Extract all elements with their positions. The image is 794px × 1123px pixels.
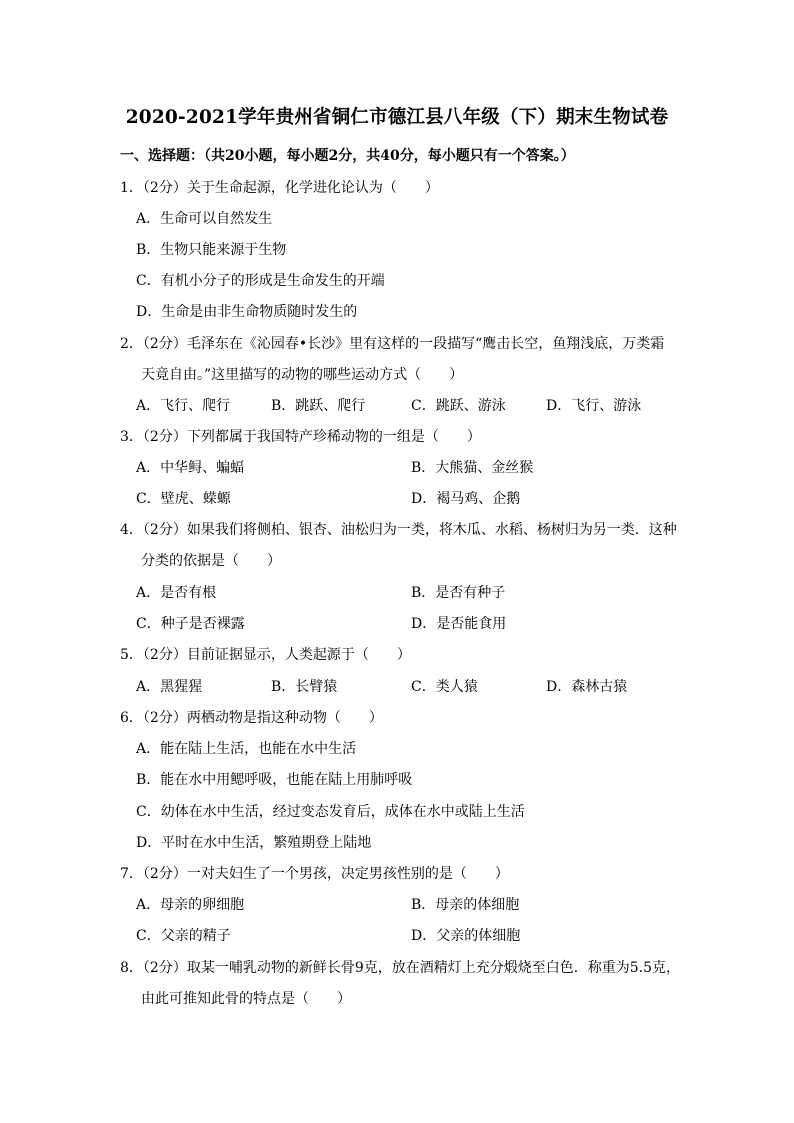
question-3-stem: 3．（2分）下列都属于我国特产珍稀动物的一组是（ ） — [120, 429, 481, 445]
question-5-option-c: C．类人猿 — [411, 679, 478, 695]
question-4-option-a: A．是否有根 — [136, 585, 217, 601]
question-7-option-d: D．父亲的体细胞 — [411, 928, 521, 944]
question-2-stem-continued: 天竟自由。”这里描写的动物的哪些运动方式（ ） — [141, 367, 464, 383]
question-5-option-a: A．黑猩猩 — [136, 679, 203, 695]
question-3-option-a: A．中华鲟、蝙蝠 — [136, 460, 245, 476]
question-4-option-d: D．是否能食用 — [411, 616, 507, 632]
question-1-option-a: A．生命可以自然发生 — [136, 211, 273, 227]
section-heading: 一、选择题：（共20小题，每小题2分，共40分，每小题只有一个答案。） — [120, 148, 575, 164]
question-6-option-b: B．能在水中用鳃呼吸，也能在陆上用肺呼吸 — [136, 772, 413, 788]
question-1-option-d: D．生命是由非生命物质随时发生的 — [136, 304, 358, 320]
question-7-option-c: C．父亲的精子 — [136, 928, 231, 944]
question-5-option-b: B．长臂猿 — [271, 679, 338, 695]
question-3-option-d: D．褐马鸡、企鹅 — [411, 491, 521, 507]
question-4-option-b: B．是否有种子 — [411, 585, 506, 601]
question-3-option-b: B．大熊猫、金丝猴 — [411, 460, 534, 476]
question-6-option-c: C．幼体在水中生活，经过变态发育后，成体在水中或陆上生活 — [136, 804, 525, 820]
question-4-option-c: C．种子是否裸露 — [136, 616, 245, 632]
question-7-option-b: B．母亲的体细胞 — [411, 897, 520, 913]
question-2-stem: 2．（2分）毛泽东在《沁园春•长沙》里有这样的一段描写“鹰击长空，鱼翔浅底，万类霜 — [120, 336, 665, 352]
question-4-stem-continued: 分类的依据是（ ） — [141, 553, 281, 569]
question-5-option-d: D．森林古猿 — [546, 679, 628, 695]
question-6-option-a: A．能在陆上生活，也能在水中生活 — [136, 741, 357, 757]
question-3-option-c: C．壁虎、蝾螈 — [136, 491, 231, 507]
question-7-stem: 7．（2分）一对夫妇生了一个男孩，决定男孩性别的是（ ） — [120, 866, 509, 882]
question-1-stem: 1．（2分）关于生命起源，化学进化论认为（ ） — [120, 180, 439, 196]
question-6-stem: 6．（2分）两栖动物是指这种动物（ ） — [120, 710, 383, 726]
question-2-option-c: C．跳跃、游泳 — [411, 398, 506, 414]
question-1-option-c: C．有机小分子的形成是生命发生的开端 — [136, 273, 385, 289]
question-1-option-b: B．生物只能来源于生物 — [136, 242, 287, 258]
question-2-option-a: A．飞行、爬行 — [136, 398, 231, 414]
question-2-option-b: B．跳跃、爬行 — [271, 398, 366, 414]
question-2-option-d: D．飞行、游泳 — [546, 398, 642, 414]
question-5-stem: 5．（2分）目前证据显示，人类起源于（ ） — [120, 647, 411, 663]
question-7-option-a: A．母亲的卵细胞 — [136, 897, 245, 913]
question-4-stem: 4．（2分）如果我们将侧柏、银杏、油松归为一类，将木瓜、水稻、杨树归为另一类．这种 — [120, 522, 677, 538]
question-8-stem-continued: 由此可推知此骨的特点是（ ） — [141, 991, 351, 1007]
question-8-stem: 8．（2分）取某一哺乳动物的新鲜长骨9克，放在酒精灯上充分煅烧至白色．称重为5.5克， — [120, 960, 680, 976]
exam-title: 2020-2021学年贵州省铜仁市德江县八年级（下）期末生物试卷 — [125, 107, 669, 128]
question-6-option-d: D．平时在水中生活，繁殖期登上陆地 — [136, 835, 372, 851]
